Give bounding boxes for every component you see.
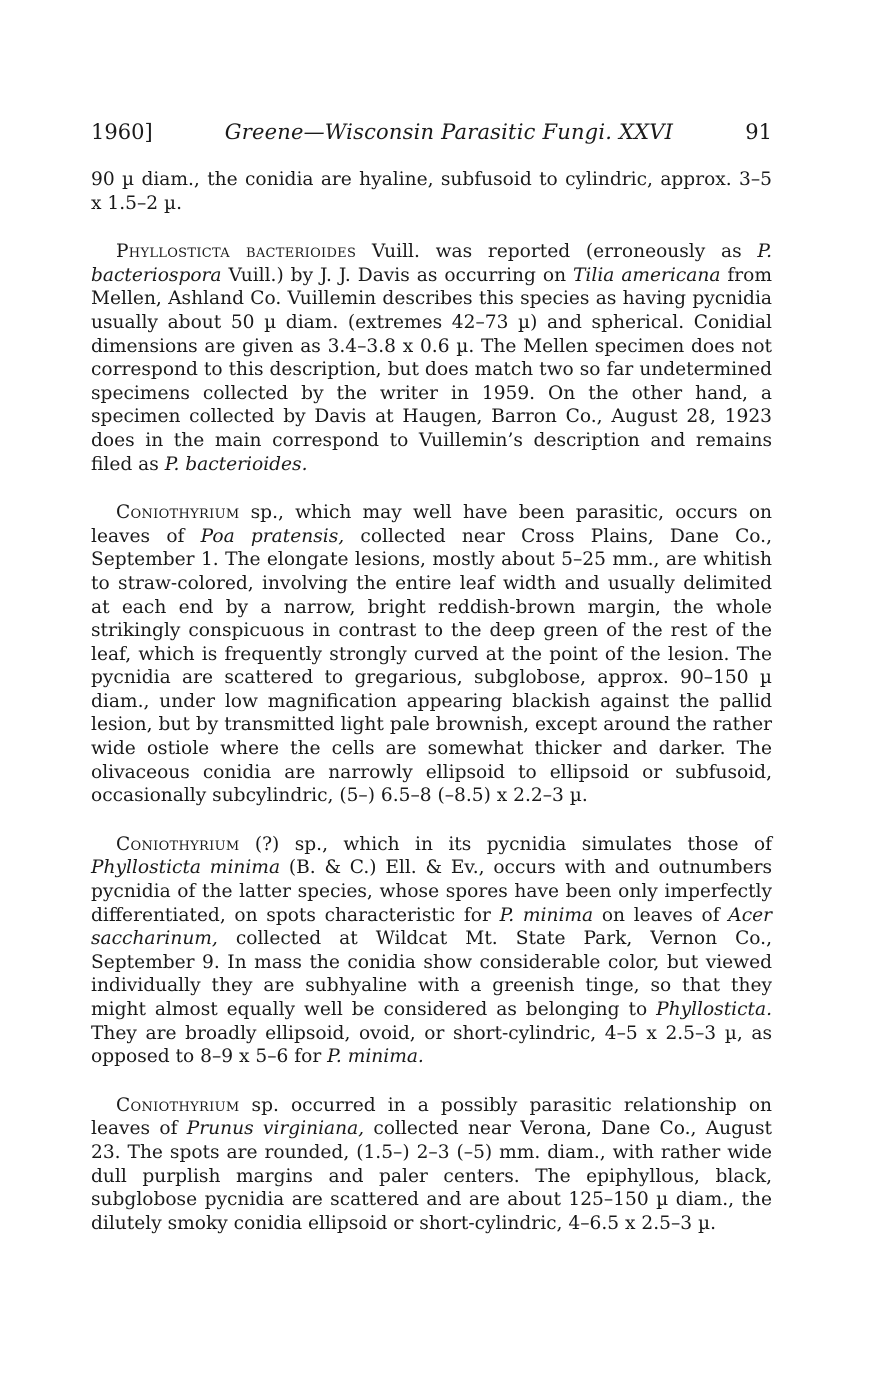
genus-name: Coniothyrium — [116, 833, 240, 855]
italic-term: Tilia americana — [573, 264, 721, 286]
page-number: 91 — [745, 120, 772, 144]
text-run: They are broadly ellipsoid, ovoid, or short-cylindric, 4–5 x 2.5–3 µ, as opposed to 8–9 x 5–6 for — [91, 1022, 772, 1068]
text-run: collected near Verona, Dane Co., August 23. The spots are rounded, (1.5–) 2–3 (–5) mm. diam., with rather wide dull purplish margins and paler centers. The epiphyllous, black, subglobose pycnidia are scattered and are about 125–150 µ diam., the dilutely smoky conidia ellipsoid or short-cylindric, 4–6.5 x 2.5–3 µ. — [91, 1118, 773, 1234]
paragraph-phyllosticta-bacterioides — [91, 240, 772, 476]
header-title: Greene—Wisconsin Parasitic Fungi. XXVI — [224, 120, 674, 144]
paragraph-coniothyrium-prunus — [91, 1094, 772, 1236]
text-run: (B. & C.) Ell. & Ev., occurs with and outnumbers pycnidia of the latter species, whose spores have been only imperfectly differentiated, on spots characteristic for — [91, 857, 772, 926]
italic-term: P. bacteriospora — [91, 241, 772, 286]
italic-term: Prunus virginiana, — [186, 1118, 365, 1140]
header-year: 1960] — [91, 120, 153, 144]
text-run: on leaves of — [593, 904, 729, 926]
paragraph-continuation — [91, 168, 772, 215]
running-head — [91, 118, 772, 146]
italic-term: P. bacterioides. — [164, 453, 308, 475]
italic-term: P. minima — [499, 904, 594, 926]
italic-term: Phyllosticta minima — [91, 857, 281, 879]
text-run: Vuill.) by J. J. Davis as occurring on — [221, 264, 574, 286]
italic-term: Phyllosticta. — [656, 999, 772, 1020]
text-run: sp. occurred in a possibly parasitic relationship on leaves of — [91, 1094, 772, 1140]
paragraph-coniothyrium-poa — [91, 501, 772, 808]
italic-term: P. minima. — [327, 1046, 424, 1068]
genus-name: Coniothyrium — [116, 1094, 240, 1116]
text-run: collected at Wildcat Mt. State Park, Vernon Co., September 9. In mass the conidia show considerable color, but viewed individually they are subhyaline with a greenish tinge, so that they might almost equally well be considered as belonging to — [91, 928, 772, 1020]
text-run: Vuill. was reported (erroneously as — [356, 241, 758, 263]
page — [91, 118, 772, 1260]
italic-term: Poa pratensis, — [200, 525, 345, 547]
text-run: collected near Cross Plains, Dane Co., September 1. The elongate lesions, mostly about 5–25 mm., are whitish to straw-colored, involving the entire leaf width and usually delimited at each end by a narrow, bright reddish-brown margin, the whole strikingly conspicuous in contrast to the deep green of the rest of the leaf, which is frequently strongly curved at the point of the lesion. The pycnidia are scattered to gregarious, subglobose, approx. 90–150 µ diam., under low magnification appearing blackish against the pallid lesion, but by transmitted light pale brownish, except around the rather wide ostiole where the cells are somewhat thicker and darker. The olivaceous conidia are narrowly ellipsoid to ellipsoid or subfusoid, occasionally subcylindric, (5–) 6.5–8 (–8.5) x 2.2–3 µ. — [91, 525, 772, 807]
italic-term: Acer saccharinum, — [91, 904, 773, 950]
text-run: sp., which may well have been parasitic, occurs on leaves of — [91, 502, 772, 547]
text-run: 90 µ diam., the conidia are hyaline, subfusoid to cylindric, approx. 3–5 x 1.5–2 µ. — [91, 169, 772, 214]
body-text — [91, 168, 772, 1235]
genus-name: Phyllosticta bacterioides — [116, 241, 357, 263]
text-run: (?) sp., which in its pycnidia simulates those of — [239, 833, 772, 855]
genus-name: Coniothyrium — [116, 502, 240, 524]
text-run: from Mellen, Ashland Co. Vuillemin describes this species as having pycnidia usually about 50 µ diam. (extremes 42–73 µ) and spherical. Conidial dimensions are given as 3.4–3.8 x 0.6 µ. The Mellen specimen does not correspond to this description, but does match two so far undetermined specimens collected by the writer in 1959. On the other hand, a specimen collected by Davis at Haugen, Barron Co., August 28, 1923 does in the main correspond to Vuillemin’s description and remains filed as — [91, 264, 772, 475]
paragraph-coniothyrium-acer — [91, 833, 772, 1069]
